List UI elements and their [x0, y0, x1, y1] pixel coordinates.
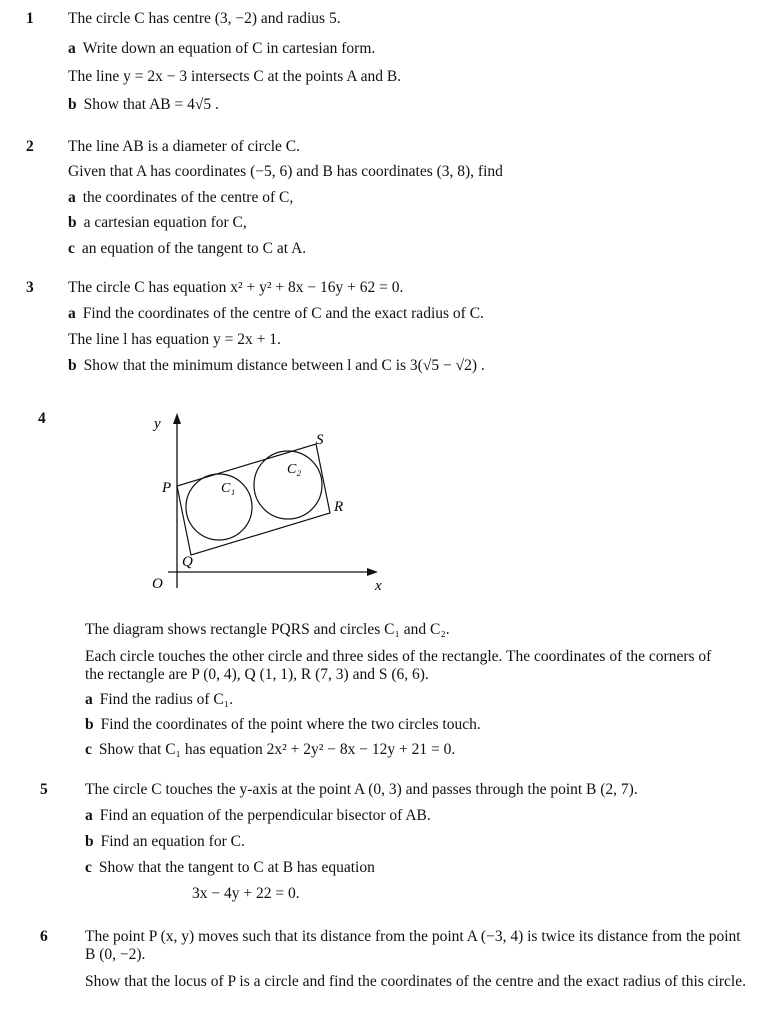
- question-number-5: 5: [40, 781, 48, 798]
- label-x: x: [375, 578, 382, 594]
- x-axis-arrow: [367, 568, 378, 576]
- q1-part-b: [68, 96, 219, 114]
- question-number-2: 2: [26, 138, 34, 155]
- q4-part-b-label: b: [85, 716, 94, 733]
- q1-part-a-text: Write down an equation of C in cartesian form.: [82, 40, 376, 57]
- q2-part-b-text: a cartesian equation for C,: [83, 214, 247, 231]
- q4-part-b: [85, 716, 481, 734]
- q3-part-b-text: Show that the minimum distance between l and C is 3(√5 − √2) .: [83, 357, 485, 374]
- label-r: R: [334, 499, 344, 515]
- label-q: Q: [182, 554, 193, 570]
- question-number-4: 4: [38, 410, 46, 427]
- label-origin: O: [152, 576, 163, 592]
- q1-line-statement: The line y = 2x − 3 intersects C at the points A and B.: [68, 68, 402, 85]
- question-number-6: 6: [40, 928, 48, 945]
- label-s: S: [316, 432, 324, 448]
- q3-line-statement: The line l has equation y = 2x + 1.: [68, 331, 281, 348]
- q3-part-b: [68, 357, 485, 375]
- q4-part-c-text: Show that C₁ has equation 2x² + 2y² − 8x − 12y + 21 = 0.: [98, 741, 456, 758]
- q5-part-a-text: Find an equation of the perpendicular bisector of AB.: [99, 807, 431, 824]
- question-number-1: 1: [26, 10, 34, 27]
- q5-part-c: [85, 859, 375, 877]
- q6-instruction: Show that the locus of P is a circle and find the coordinates of the centre and the exact radius of this circle.: [85, 973, 746, 990]
- rectangle-pqrs: [177, 444, 330, 555]
- q3-part-a: [68, 305, 484, 323]
- q5-part-c-label: c: [85, 859, 92, 876]
- q3-part-b-label: b: [68, 357, 77, 374]
- q2-intro: The line AB is a diameter of circle C.: [68, 138, 300, 155]
- q2-part-a: [68, 189, 293, 207]
- q2-given: Given that A has coordinates (−5, 6) and B has coordinates (3, 8), find: [68, 163, 503, 180]
- q2-part-a-label: a: [68, 189, 76, 206]
- q5-tangent-equation: 3x − 4y + 22 = 0.: [192, 885, 300, 902]
- q4-description: Each circle touches the other circle and three sides of the rectangle. The coordinates of the corners of the rectangle are P (0, 4), Q (1, 1), R (7, 3) and S (6, 6).: [85, 648, 712, 683]
- q5-part-a: [85, 807, 431, 825]
- label-c2: C₂: [287, 462, 302, 477]
- q4-part-a-text: Find the radius of C₁.: [99, 691, 234, 708]
- q5-intro: The circle C touches the y-axis at the point A (0, 3) and passes through the point B (2, 7).: [85, 781, 638, 798]
- label-p: P: [162, 480, 172, 496]
- q5-part-c-text: Show that the tangent to C at B has equation: [98, 859, 375, 876]
- q4-diagram: [140, 410, 400, 595]
- circle-c1: [186, 474, 252, 540]
- q4-part-c-label: c: [85, 741, 92, 758]
- q4-part-a: [85, 691, 233, 709]
- q3-part-a-text: Find the coordinates of the centre of C and the exact radius of C.: [82, 305, 484, 322]
- q5-part-b-label: b: [85, 833, 94, 850]
- label-y: y: [154, 416, 161, 432]
- q5-part-a-label: a: [85, 807, 93, 824]
- q1-part-a: [68, 40, 375, 58]
- q1-part-b-label: b: [68, 96, 77, 113]
- q4-part-a-label: a: [85, 691, 93, 708]
- q2-part-a-text: the coordinates of the centre of C,: [82, 189, 294, 206]
- q1-intro: The circle C has centre (3, −2) and radius 5.: [68, 10, 341, 27]
- q2-part-b: [68, 214, 247, 232]
- q5-part-b-text: Find an equation for C.: [100, 833, 245, 850]
- q5-part-b: [85, 833, 245, 851]
- q3-intro: The circle C has equation x² + y² + 8x − 16y + 62 = 0.: [68, 279, 404, 296]
- q6-intro: The point P (x, y) moves such that its distance from the point A (−3, 4) is twice its distance from the point B (0, −2).: [85, 928, 741, 963]
- question-number-3: 3: [26, 279, 34, 296]
- q2-part-c: [68, 240, 306, 258]
- q2-part-c-text: an equation of the tangent to C at A.: [81, 240, 307, 257]
- q4-part-b-text: Find the coordinates of the point where the two circles touch.: [100, 716, 481, 733]
- q2-part-c-label: c: [68, 240, 75, 257]
- q1-part-a-label: a: [68, 40, 76, 57]
- q4-part-c: [85, 741, 455, 759]
- q4-intro: The diagram shows rectangle PQRS and circles C₁ and C₂.: [85, 621, 450, 638]
- y-axis-arrow: [173, 413, 181, 424]
- q1-part-b-text: Show that AB = 4√5 .: [83, 96, 219, 113]
- q3-part-a-label: a: [68, 305, 76, 322]
- label-c1: C₁: [221, 481, 236, 496]
- q2-part-b-label: b: [68, 214, 77, 231]
